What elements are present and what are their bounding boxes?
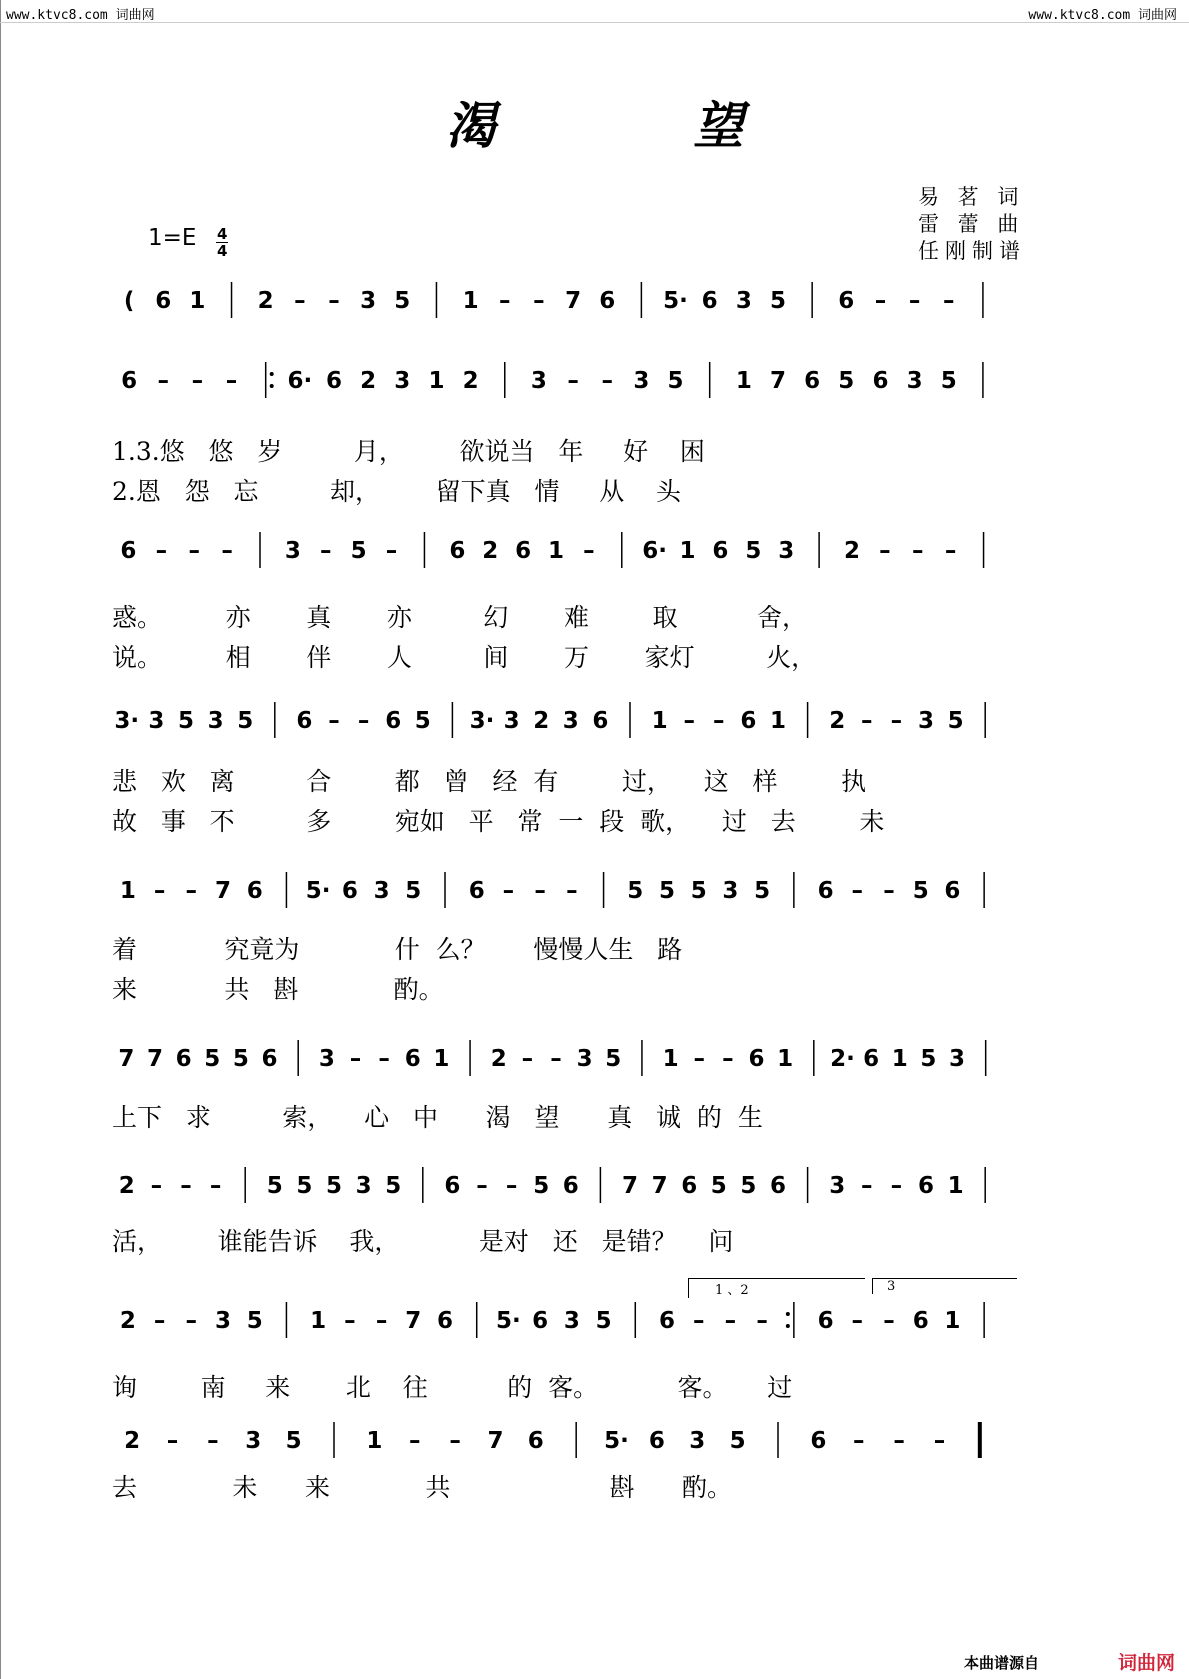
- dash-note: –: [852, 1428, 865, 1454]
- lyric-line: 说。 相 伴 人 间 万 家灯 火，: [112, 643, 817, 672]
- note: 1: [366, 1428, 383, 1454]
- note: 3: [394, 368, 411, 394]
- note: 3: [214, 1308, 232, 1334]
- song-title: 渴 望: [445, 96, 834, 155]
- note: 6: [261, 1046, 278, 1072]
- note: 3: [689, 1428, 706, 1454]
- note: 5: [769, 288, 787, 314]
- note: 1: [891, 1046, 908, 1072]
- dash-note: –: [153, 878, 166, 904]
- note: 7: [769, 368, 787, 394]
- note: 3·: [114, 708, 140, 734]
- dash-note: –: [567, 368, 579, 394]
- header-divider: [0, 22, 1189, 23]
- note: 6: [740, 708, 757, 734]
- dash-note: –: [166, 1428, 179, 1454]
- dash-note: –: [851, 878, 864, 904]
- note: 7: [118, 1046, 135, 1072]
- note: 5: [947, 708, 964, 734]
- note: 3: [355, 1173, 372, 1199]
- note: 5: [533, 1173, 550, 1199]
- dash-note: –: [861, 708, 873, 734]
- note: 3: [318, 1046, 335, 1072]
- note: 3: [148, 708, 165, 734]
- note: 1: [119, 878, 136, 904]
- note: 6: [712, 538, 729, 564]
- note: 7: [651, 1173, 668, 1199]
- dash-note: –: [505, 1173, 518, 1199]
- dash-note: –: [378, 1046, 390, 1072]
- note: 2·: [830, 1046, 855, 1072]
- staff-system: [0, 530, 1189, 580]
- footer-source: 本曲谱源自: [963, 1654, 1039, 1672]
- note: 6: [532, 1308, 549, 1334]
- note: 5: [414, 708, 431, 734]
- note: 3·: [469, 708, 495, 734]
- note: 5: [745, 538, 762, 564]
- note: 3: [917, 708, 935, 734]
- staff-system: [0, 280, 1189, 330]
- dash-note: –: [693, 1046, 705, 1072]
- dash-note: –: [550, 1046, 562, 1072]
- dash-note: –: [502, 878, 515, 904]
- dash-note: –: [713, 708, 725, 734]
- note: 3: [562, 708, 579, 734]
- note: 5: [385, 1173, 402, 1199]
- note: 6: [872, 368, 889, 394]
- dash-note: –: [883, 878, 895, 904]
- dash-note: –: [879, 538, 891, 564]
- note: 5: [710, 1173, 727, 1199]
- note: 1: [777, 1046, 794, 1072]
- note: 2: [462, 368, 479, 394]
- note: 1: [662, 1046, 679, 1072]
- note: 5·: [496, 1308, 521, 1334]
- staff-notes: [0, 870, 1189, 920]
- lyric-line: 1.3.悠 悠 岁 月， 欲说当 年 好 困: [112, 437, 705, 466]
- dash-note: –: [449, 1428, 461, 1454]
- dash-note: –: [908, 288, 921, 314]
- lyric-line: 上下 求 索， 心 中 渴 望 真 诚 的 生: [112, 1103, 763, 1132]
- note: 6: [817, 878, 834, 904]
- note: 7: [405, 1308, 422, 1334]
- note: 5: [246, 1308, 263, 1334]
- note: 6: [121, 368, 138, 394]
- note: 1: [428, 368, 445, 394]
- note: 6: [404, 1046, 421, 1072]
- note: 6: [449, 538, 466, 564]
- note: 1: [679, 538, 696, 564]
- note: 6: [527, 1428, 544, 1454]
- dash-note: –: [357, 708, 370, 734]
- note: 5: [920, 1046, 937, 1072]
- note: 1: [735, 368, 752, 394]
- note: 3: [576, 1046, 593, 1072]
- lyric-line: 来 共 斟 酌。: [112, 975, 444, 1004]
- note: 3: [503, 708, 520, 734]
- note: 6: [838, 288, 855, 314]
- note: 5: [627, 878, 644, 904]
- dash-note: –: [861, 1173, 873, 1199]
- note: 5: [237, 708, 254, 734]
- note: 6: [748, 1046, 765, 1072]
- dash-note: –: [294, 288, 306, 314]
- staff-notes: [0, 530, 1189, 580]
- note: 3: [778, 538, 795, 564]
- note: 2: [118, 1173, 135, 1199]
- staff-system: [0, 1420, 1189, 1470]
- repeat-dot: [786, 1312, 790, 1316]
- note: 1: [947, 1173, 964, 1199]
- arranger-credit: 任刚制谱: [918, 239, 1026, 263]
- dash-note: –: [534, 878, 546, 904]
- dash-note: –: [724, 1308, 737, 1334]
- lyric-line: 去 未 来 共 斟 酌。: [112, 1473, 733, 1502]
- note: 5: [204, 1046, 221, 1072]
- note: 6: [296, 708, 313, 734]
- note: 6: [155, 288, 172, 314]
- lyric-line: 故 事 不 多 宛如 平 常 一 段 歌， 过 去 未: [112, 807, 885, 836]
- note: 2: [257, 288, 274, 314]
- lyric-line: 活， 谁能告诉 我， 是对 还 是错？ 问: [112, 1227, 734, 1256]
- note: 1: [310, 1308, 327, 1334]
- dash-note: –: [683, 708, 695, 734]
- dash-note: –: [191, 368, 204, 394]
- dash-note: –: [185, 1308, 198, 1334]
- note: 6: [246, 878, 263, 904]
- note: 6: [120, 538, 137, 564]
- note: 7: [487, 1428, 504, 1454]
- dash-note: –: [328, 708, 340, 734]
- note: 6: [944, 878, 961, 904]
- note: 6: [341, 878, 358, 904]
- dash-note: –: [851, 1308, 864, 1334]
- dash-note: –: [476, 1173, 488, 1199]
- time-signature-top: 4: [217, 225, 228, 243]
- staff-notes: [0, 1300, 1189, 1350]
- note: 5: [605, 1046, 622, 1072]
- note: 6: [769, 1173, 787, 1199]
- lyricist-credit: 易 茗 词: [918, 185, 1025, 209]
- note: 3: [360, 288, 377, 314]
- note: 6·: [642, 538, 668, 564]
- note: 5: [595, 1308, 612, 1334]
- note: (: [123, 288, 135, 314]
- staff-notes: [0, 280, 1189, 330]
- note: 5: [296, 1173, 313, 1199]
- note: 6: [917, 1173, 935, 1199]
- composer-credit: 雷 蕾 曲: [918, 212, 1025, 236]
- dash-note: –: [408, 1428, 421, 1454]
- note: 6: [436, 1308, 454, 1334]
- note: 1: [433, 1046, 450, 1072]
- note: 1: [189, 288, 206, 314]
- volta-first-ending: 1 、2: [688, 1278, 865, 1298]
- key-signature: 1=E: [148, 225, 197, 251]
- dash-note: –: [320, 538, 332, 564]
- lyric-line: 询 南 来 北 往 的 客。 客。 过: [112, 1373, 793, 1402]
- note: 6: [681, 1173, 698, 1199]
- time-signature: [216, 226, 228, 259]
- note: 6: [817, 1308, 834, 1334]
- note: 2: [482, 538, 499, 564]
- dash-note: –: [153, 1308, 166, 1334]
- staff-system: [0, 1279, 1189, 1350]
- note: 2: [490, 1046, 507, 1072]
- note: 5·: [305, 878, 331, 904]
- note: 2: [360, 368, 377, 394]
- note: 6: [810, 1428, 827, 1454]
- note: 5: [838, 368, 855, 394]
- volta-second-ending: 3: [872, 1278, 1017, 1294]
- dash-note: –: [180, 1173, 192, 1199]
- dash-note: –: [328, 288, 340, 314]
- staff-notes: [0, 1038, 1189, 1088]
- note: 3: [906, 368, 923, 394]
- note: 6: [515, 538, 532, 564]
- note: 6: [648, 1428, 665, 1454]
- note: 6: [599, 288, 616, 314]
- dash-note: –: [756, 1308, 768, 1334]
- note: 7: [146, 1046, 163, 1072]
- note: 7: [565, 288, 582, 314]
- dash-note: –: [499, 288, 511, 314]
- note: 6: [804, 368, 821, 394]
- note: 3: [563, 1308, 580, 1334]
- dash-note: –: [583, 538, 595, 564]
- staff-system: [0, 1038, 1189, 1088]
- dash-note: –: [933, 1428, 946, 1454]
- note: 5: [285, 1428, 302, 1454]
- dash-note: –: [344, 1308, 356, 1334]
- note: 5: [690, 878, 707, 904]
- note: 6: [562, 1173, 579, 1199]
- dash-note: –: [874, 288, 887, 314]
- lyric-line: 惑。 亦 真 亦 幻 难 取 舍，: [112, 603, 808, 632]
- dash-note: –: [890, 708, 903, 734]
- repeat-dot: [786, 1324, 790, 1328]
- header-site-left[interactable]: www.ktvc8.com 词曲网: [6, 8, 155, 23]
- dash-note: –: [893, 1428, 905, 1454]
- dash-note: –: [601, 368, 613, 394]
- note: 3: [735, 288, 752, 314]
- note: 2: [843, 538, 861, 564]
- note: 2: [829, 708, 846, 734]
- lyric-line: 着 究竟为 什 么？ 慢慢人生 路: [112, 935, 683, 964]
- note: 5: [667, 368, 684, 394]
- note: 6: [592, 708, 609, 734]
- header-site-right[interactable]: www.ktvc8.com 词曲网: [1028, 8, 1177, 23]
- note: 5·: [604, 1428, 629, 1454]
- note: 6: [863, 1046, 880, 1072]
- note: 5·: [663, 288, 688, 314]
- dash-note: –: [225, 368, 238, 394]
- lyric-line: 悲 欢 离 合 都 曾 经 有 过， 这 样 执: [112, 767, 867, 796]
- note: 1: [944, 1308, 961, 1334]
- repeat-dot: [270, 372, 274, 376]
- note: 5: [729, 1428, 746, 1454]
- note: 5: [740, 1173, 757, 1199]
- note: 6: [468, 878, 485, 904]
- note: 5: [658, 878, 676, 904]
- note: 1: [769, 708, 787, 734]
- note: 5: [177, 708, 195, 734]
- staff-system: [0, 700, 1189, 750]
- note: 2: [124, 1428, 141, 1454]
- dash-note: –: [944, 538, 957, 564]
- note: 2: [533, 708, 550, 734]
- lyric-line: 2.恩 怨 忘 却， 留下真 情 从 头: [112, 477, 682, 506]
- footer-logo[interactable]: 词曲网: [1117, 1652, 1175, 1674]
- dash-note: –: [883, 1308, 895, 1334]
- dash-note: –: [566, 878, 578, 904]
- staff-system: [0, 360, 1189, 410]
- note: 6: [325, 368, 343, 394]
- dash-note: –: [692, 1308, 705, 1334]
- note: 6·: [287, 368, 313, 394]
- dash-note: –: [890, 1173, 903, 1199]
- note: 6: [658, 1308, 676, 1334]
- note: 3: [722, 878, 739, 904]
- note: 1: [651, 708, 668, 734]
- dash-note: –: [188, 538, 200, 564]
- staff-system: [0, 870, 1189, 920]
- dash-note: –: [521, 1046, 534, 1072]
- dash-note: –: [375, 1308, 388, 1334]
- note: 3: [949, 1046, 966, 1072]
- staff-notes: [0, 1420, 1189, 1470]
- note: 7: [214, 878, 232, 904]
- note: 6: [444, 1173, 461, 1199]
- dash-note: –: [912, 538, 924, 564]
- note: 7: [621, 1173, 639, 1199]
- dash-note: –: [943, 288, 955, 314]
- dash-note: –: [533, 288, 545, 314]
- note: 5: [394, 288, 411, 314]
- note: 5: [912, 878, 929, 904]
- credits: [918, 184, 1026, 265]
- staff-notes: [0, 360, 1189, 410]
- note: 2: [119, 1308, 136, 1334]
- dash-note: –: [185, 878, 198, 904]
- note: 3: [245, 1428, 262, 1454]
- note: 6: [385, 708, 402, 734]
- dash-note: –: [209, 1173, 222, 1199]
- dash-note: –: [385, 538, 398, 564]
- note: 6: [701, 288, 718, 314]
- note: 3: [829, 1173, 846, 1199]
- note: 3: [633, 368, 650, 394]
- note: 5: [232, 1046, 249, 1072]
- repeat-dot: [270, 384, 274, 388]
- dash-note: –: [349, 1046, 362, 1072]
- note: 1: [547, 538, 565, 564]
- dash-note: –: [221, 538, 233, 564]
- dash-note: –: [150, 1173, 163, 1199]
- note: 3: [373, 878, 390, 904]
- staff-notes: [0, 700, 1189, 750]
- time-signature-bottom: 4: [217, 242, 228, 260]
- note: 3: [284, 538, 301, 564]
- note: 6: [175, 1046, 192, 1072]
- note: 5: [405, 878, 422, 904]
- note: 5: [325, 1173, 343, 1199]
- note: 1: [462, 288, 479, 314]
- dash-note: –: [722, 1046, 734, 1072]
- note: 5: [266, 1173, 283, 1199]
- note: 3: [530, 368, 547, 394]
- note: 5: [350, 538, 367, 564]
- staff-system: [0, 1165, 1189, 1215]
- note: 3: [207, 708, 224, 734]
- staff-notes: [0, 1165, 1189, 1215]
- note: 5: [940, 368, 957, 394]
- dash-note: –: [155, 538, 168, 564]
- note: 5: [754, 878, 771, 904]
- dash-note: –: [207, 1428, 219, 1454]
- note: 6: [912, 1308, 929, 1334]
- dash-note: –: [157, 368, 169, 394]
